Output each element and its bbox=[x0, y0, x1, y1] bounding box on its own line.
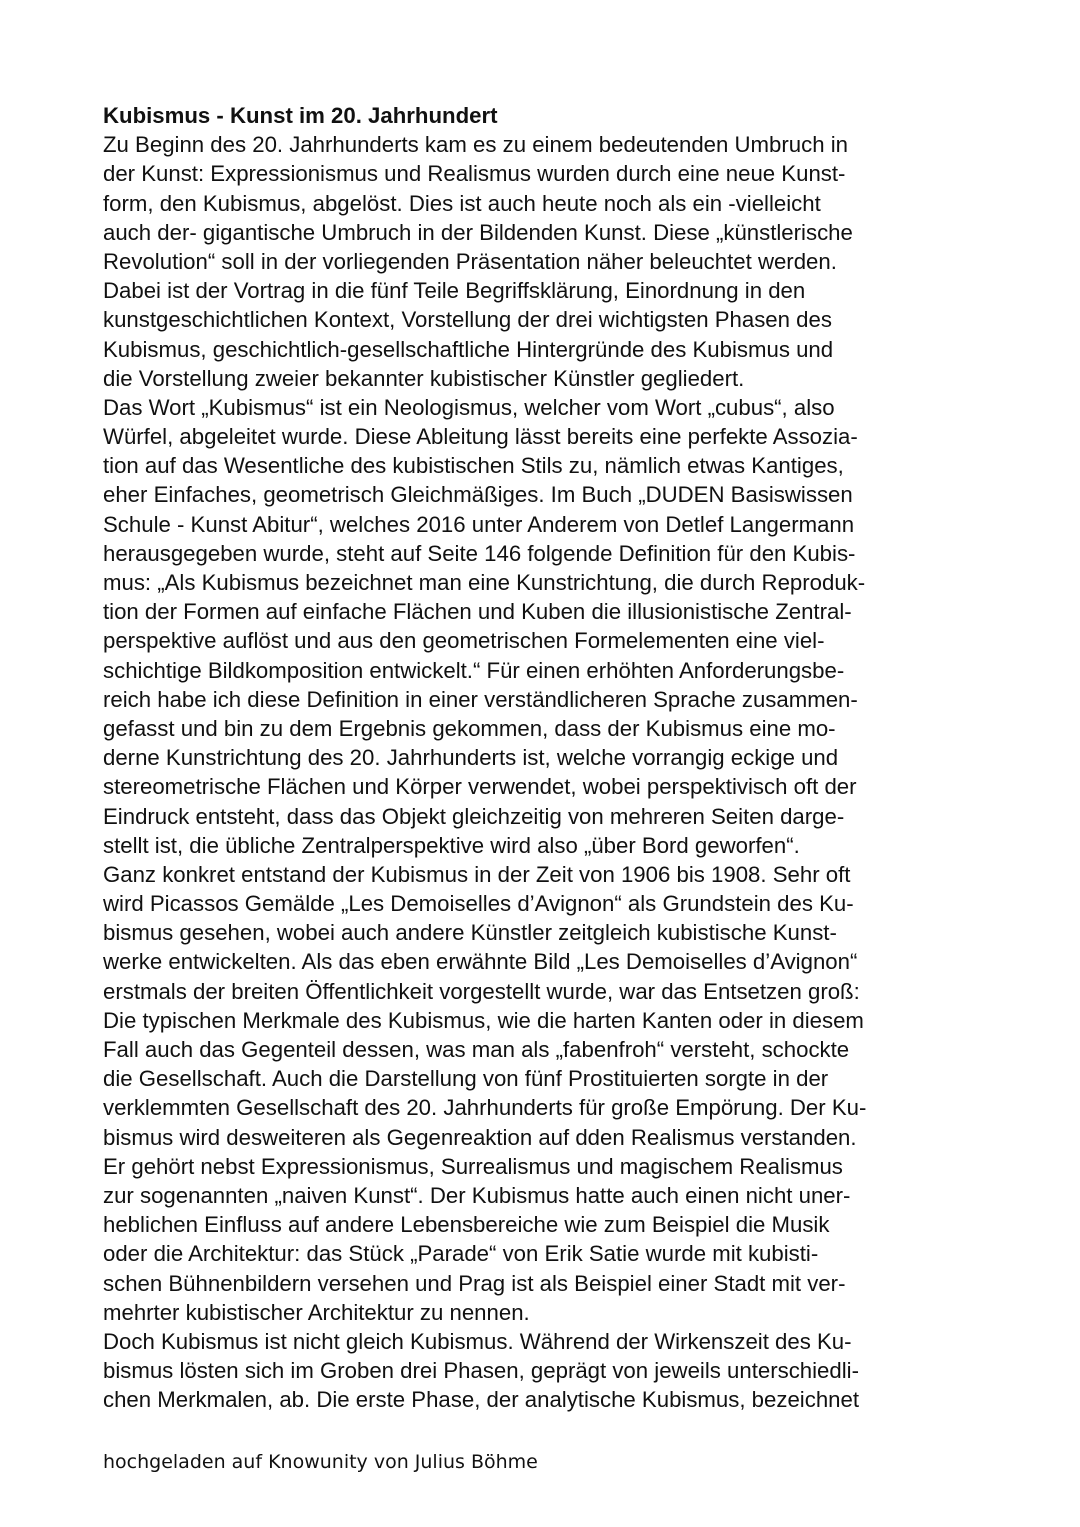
text-line: Die typischen Merkmale des Kubismus, wie die harten Kanten oder in diesem bbox=[103, 1007, 864, 1033]
text-line: werke entwickelten. Als das eben erwähnte Bild „Les Demoiselles d’Avignon“ bbox=[103, 949, 858, 975]
text-line: form, den Kubismus, abgelöst. Dies ist auch heute noch als ein -vielleicht bbox=[103, 190, 821, 216]
text-line: tion der Formen auf einfache Flächen und Kuben die illusionistische Zentral- bbox=[103, 599, 852, 625]
text-line: der Kunst: Expressionismus und Realismus wurden durch eine neue Kunst- bbox=[103, 161, 846, 187]
paragraph-lines bbox=[103, 130, 983, 1414]
document-title: Kubismus - Kunst im 20. Jahrhundert bbox=[103, 103, 498, 128]
text-line: wird Picassos Gemälde „Les Demoiselles d’Avignon“ als Grundstein des Ku- bbox=[103, 891, 854, 917]
text-line: kunstgeschichtlichen Kontext, Vorstellung der drei wichtigsten Phasen des bbox=[103, 307, 832, 333]
text-line: perspektive auflöst und aus den geometrischen Formelementen eine viel- bbox=[103, 628, 825, 654]
text-line: reich habe ich diese Definition in einer verständlicheren Sprache zusammen- bbox=[103, 686, 858, 712]
text-line: bismus lösten sich im Groben drei Phasen, geprägt von jeweils unterschiedli- bbox=[103, 1358, 859, 1384]
text-line: Dabei ist der Vortrag in die fünf Teile Begriffsklärung, Einordnung in den bbox=[103, 278, 806, 304]
document-body bbox=[103, 101, 983, 1414]
text-line: erstmals der breiten Öffentlichkeit vorgestellt wurde, war das Entsetzen groß: bbox=[103, 978, 860, 1004]
text-line: bismus gesehen, wobei auch andere Künstler zeitgleich kubistische Kunst- bbox=[103, 920, 837, 946]
text-line: Revolution“ soll in der vorliegenden Präsentation näher beleuchtet werden. bbox=[103, 248, 837, 274]
text-line: zur sogenannten „naiven Kunst“. Der Kubismus hatte auch einen nicht uner- bbox=[103, 1182, 851, 1208]
text-line: Doch Kubismus ist nicht gleich Kubismus. Während der Wirkenszeit des Ku- bbox=[103, 1328, 852, 1354]
text-line: Ganz konkret entstand der Kubismus in der Zeit von 1906 bis 1908. Sehr oft bbox=[103, 861, 851, 887]
text-line: Würfel, abgeleitet wurde. Diese Ableitung lässt bereits eine perfekte Assozia- bbox=[103, 424, 858, 450]
text-line: eher Einfaches, geometrisch Gleichmäßiges. Im Buch „DUDEN Basiswissen bbox=[103, 482, 853, 508]
text-line: gefasst und bin zu dem Ergebnis gekommen, dass der Kubismus eine mo- bbox=[103, 715, 836, 741]
text-line: derne Kunstrichtung des 20. Jahrhunderts ist, welche vorrangig eckige und bbox=[103, 745, 839, 771]
text-line: Eindruck entsteht, dass das Objekt gleichzeitig von mehreren Seiten darge- bbox=[103, 803, 845, 829]
text-line: bismus wird desweiteren als Gegenreaktion auf dden Realismus verstanden. bbox=[103, 1124, 857, 1150]
upload-footer: hochgeladen auf Knowunity von Julius Böhme bbox=[103, 1451, 538, 1473]
text-line: Schule - Kunst Abitur“, welches 2016 unter Anderem von Detlef Langermann bbox=[103, 511, 855, 537]
text-line: stellt ist, die übliche Zentralperspektive wird also „über Bord geworfen“. bbox=[103, 832, 800, 858]
text-line: schichtige Bildkomposition entwickelt.“ Für einen erhöhten Anforderungsbe- bbox=[103, 657, 845, 683]
text-line: Fall auch das Gegenteil dessen, was man als „fabenfroh“ versteht, schockte bbox=[103, 1037, 850, 1063]
text-line: Zu Beginn des 20. Jahrhunderts kam es zu einem bedeutenden Umbruch in bbox=[103, 132, 848, 158]
text-line: verklemmten Gesellschaft des 20. Jahrhunderts für große Empörung. Der Ku- bbox=[103, 1095, 867, 1121]
text-line: mus: „Als Kubismus bezeichnet man eine Kunstrichtung, die durch Reproduk- bbox=[103, 570, 866, 596]
text-line: Er gehört nebst Expressionismus, Surrealismus und magischem Realismus bbox=[103, 1153, 843, 1179]
text-line: die Vorstellung zweier bekannter kubistischer Künstler gegliedert. bbox=[103, 365, 745, 391]
text-line: Kubismus, geschichtlich-gesellschaftliche Hintergründe des Kubismus und bbox=[103, 336, 834, 362]
text-line: tion auf das Wesentliche des kubistischen Stils zu, nämlich etwas Kantiges, bbox=[103, 453, 844, 479]
text-line: auch der- gigantische Umbruch in der Bildenden Kunst. Diese „künstlerische bbox=[103, 219, 853, 245]
text-line: die Gesellschaft. Auch die Darstellung von fünf Prostituierten sorgte in der bbox=[103, 1066, 829, 1092]
text-line: chen Merkmalen, ab. Die erste Phase, der analytische Kubismus, bezeichnet bbox=[103, 1387, 860, 1413]
text-line: schen Bühnenbildern versehen und Prag ist als Beispiel einer Stadt mit ver- bbox=[103, 1270, 846, 1296]
text-line: Das Wort „Kubismus“ ist ein Neologismus, welcher vom Wort „cubus“, also bbox=[103, 394, 835, 420]
text-line: oder die Architektur: das Stück „Parade“ von Erik Satie wurde mit kubisti- bbox=[103, 1241, 819, 1267]
text-line: mehrter kubistischer Architektur zu nennen. bbox=[103, 1299, 530, 1325]
text-line: stereometrische Flächen und Körper verwendet, wobei perspektivisch oft der bbox=[103, 774, 857, 800]
text-line: heblichen Einfluss auf andere Lebensbereiche wie zum Beispiel die Musik bbox=[103, 1212, 830, 1238]
text-line: herausgegeben wurde, steht auf Seite 146 folgende Definition für den Kubis- bbox=[103, 540, 856, 566]
